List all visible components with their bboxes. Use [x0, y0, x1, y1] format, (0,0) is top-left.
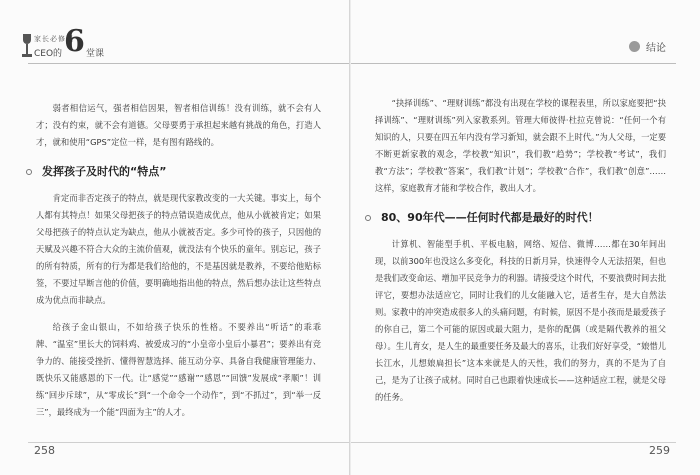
footer-rule — [351, 442, 676, 443]
trophy-icon — [20, 32, 34, 62]
section-bullet-icon — [26, 169, 32, 175]
page-number: 259 — [649, 444, 670, 457]
page-number: 258 — [34, 444, 55, 457]
section-heading — [365, 209, 666, 226]
body-paragraph: 肯定而非否定孩子的特点，就是现代家教改变的一大关键。事实上，每个人都有其特点！如果父母把孩子的特点错误造成优点，他从小就被肯定；如果父母把孩子的特点认定为缺点，他从小就被否定。多少可怜的孩子，只因他的天赋及兴趣不符合大众的主流价值观，就没法有个快乐的童年。别忘记，孩子的所有特质，所有的行为都是我们给他的，不是基因就是教养，不要给他贴标签，不要过早断言他的价值，要明确地指出他的特点，然后想办法让这些特点成为优点而非缺点。 — [36, 193, 321, 305]
logo-top-text: 家长必修课 — [34, 35, 74, 43]
intro-paragraph: “抉择训练”、“理财训练”都没有出现在学校的课程表里，所以家庭要把“抉择训练”、“理财训练”列入家教系列。管理大师彼得·杜拉克曾说：“任何一个有知识的人，只要在四五年内没有学习新知，就会跟不上时代。”为人父母，一定要不断更新家教的观念，学校教“知识”，我们教“趋势”；学校教“考试”，我们教“方法”；学校教“答案”，我们教“计划”；学校教“合作”，我们教“创意”……这样，家庭教育才能和学校合作，教出人才。 — [375, 98, 666, 193]
logo-bottom-text: CEO的 — [34, 49, 63, 59]
logo-tail-text: 堂课 — [86, 49, 105, 59]
body-paragraph: 计算机、智能型手机、平板电脑，网络、短信、微博……都在30年间出现，以前300年也没这么多变化，科技的日新月异，快速得令人无法招架，但也是我们改变命运、增加平民竞争力的利器。请接受这个时代，不要浪费时间去批评它，要想办法适应它，同时让我们的儿女能融入它，适者生存，是大自然法则。家教中的冲突造成很多人的头痛问题，有时候，原因不是小孩而是最爱孩子的你自己，第二个可能的原因或最大阻力，是你的配偶（或是隔代教养的祖父母）。生儿育女，是人生的最重要任务及最大的喜乐，让我们好好享受，“娘惜儿长江水，儿想娘扁担长”这本来就是人的天性，我们的努力，真的不是为了自己，是为了让孩子成材。同时自己也跟着快速成长——这种适应工程，就是父母的任务。 — [375, 239, 666, 402]
section-title: 发挥孩子及时代的“特点” — [42, 165, 167, 178]
header-rule — [28, 63, 349, 64]
header-rule — [351, 63, 676, 64]
book-logo — [20, 24, 125, 62]
chapter-title: 结论 — [646, 43, 666, 54]
left-page-content — [36, 100, 321, 431]
section-heading — [26, 163, 321, 180]
right-page — [350, 0, 700, 475]
section-bullet-icon — [365, 215, 371, 221]
footer-rule — [28, 442, 349, 443]
chapter-dot-icon — [629, 41, 640, 52]
logo-number: 6 — [64, 24, 85, 59]
right-page-content — [375, 95, 666, 416]
section-title: 80、90年代——任何时代都是最好的时代！ — [381, 211, 599, 224]
body-paragraph: 给孩子金山银山，不如给孩子快乐的性格。不要养出“听话”的乖乖牌、“温室”里长大的饲料鸡、被爱成习的“小皇帝小皇后小暴君”；要养出有竞争力的、能接受挫折、懂得智慧选择、能互动分享、具备自我健康管理能力、既快乐又能感恩的下一代。让“感觉”“感谢”“感恩”“回馈”发展成“孝顺”！训练“回步斥球”，从“零成长”到“一个命令一个动作”，到“不抓过”，到“举一反三”，最终成为一个能“四面为主”的人才。 — [36, 322, 321, 417]
chapter-header — [629, 39, 666, 54]
intro-paragraph: 弱者相信运气，强者相信因果，智者相信训练！没有训练，就不会有人才；没有约束，就不会有道德。父母要勇于承担起来越有挑战的角色，打造人才，就和使用“GPS”定位一样，是有图有路线的。 — [36, 103, 321, 147]
